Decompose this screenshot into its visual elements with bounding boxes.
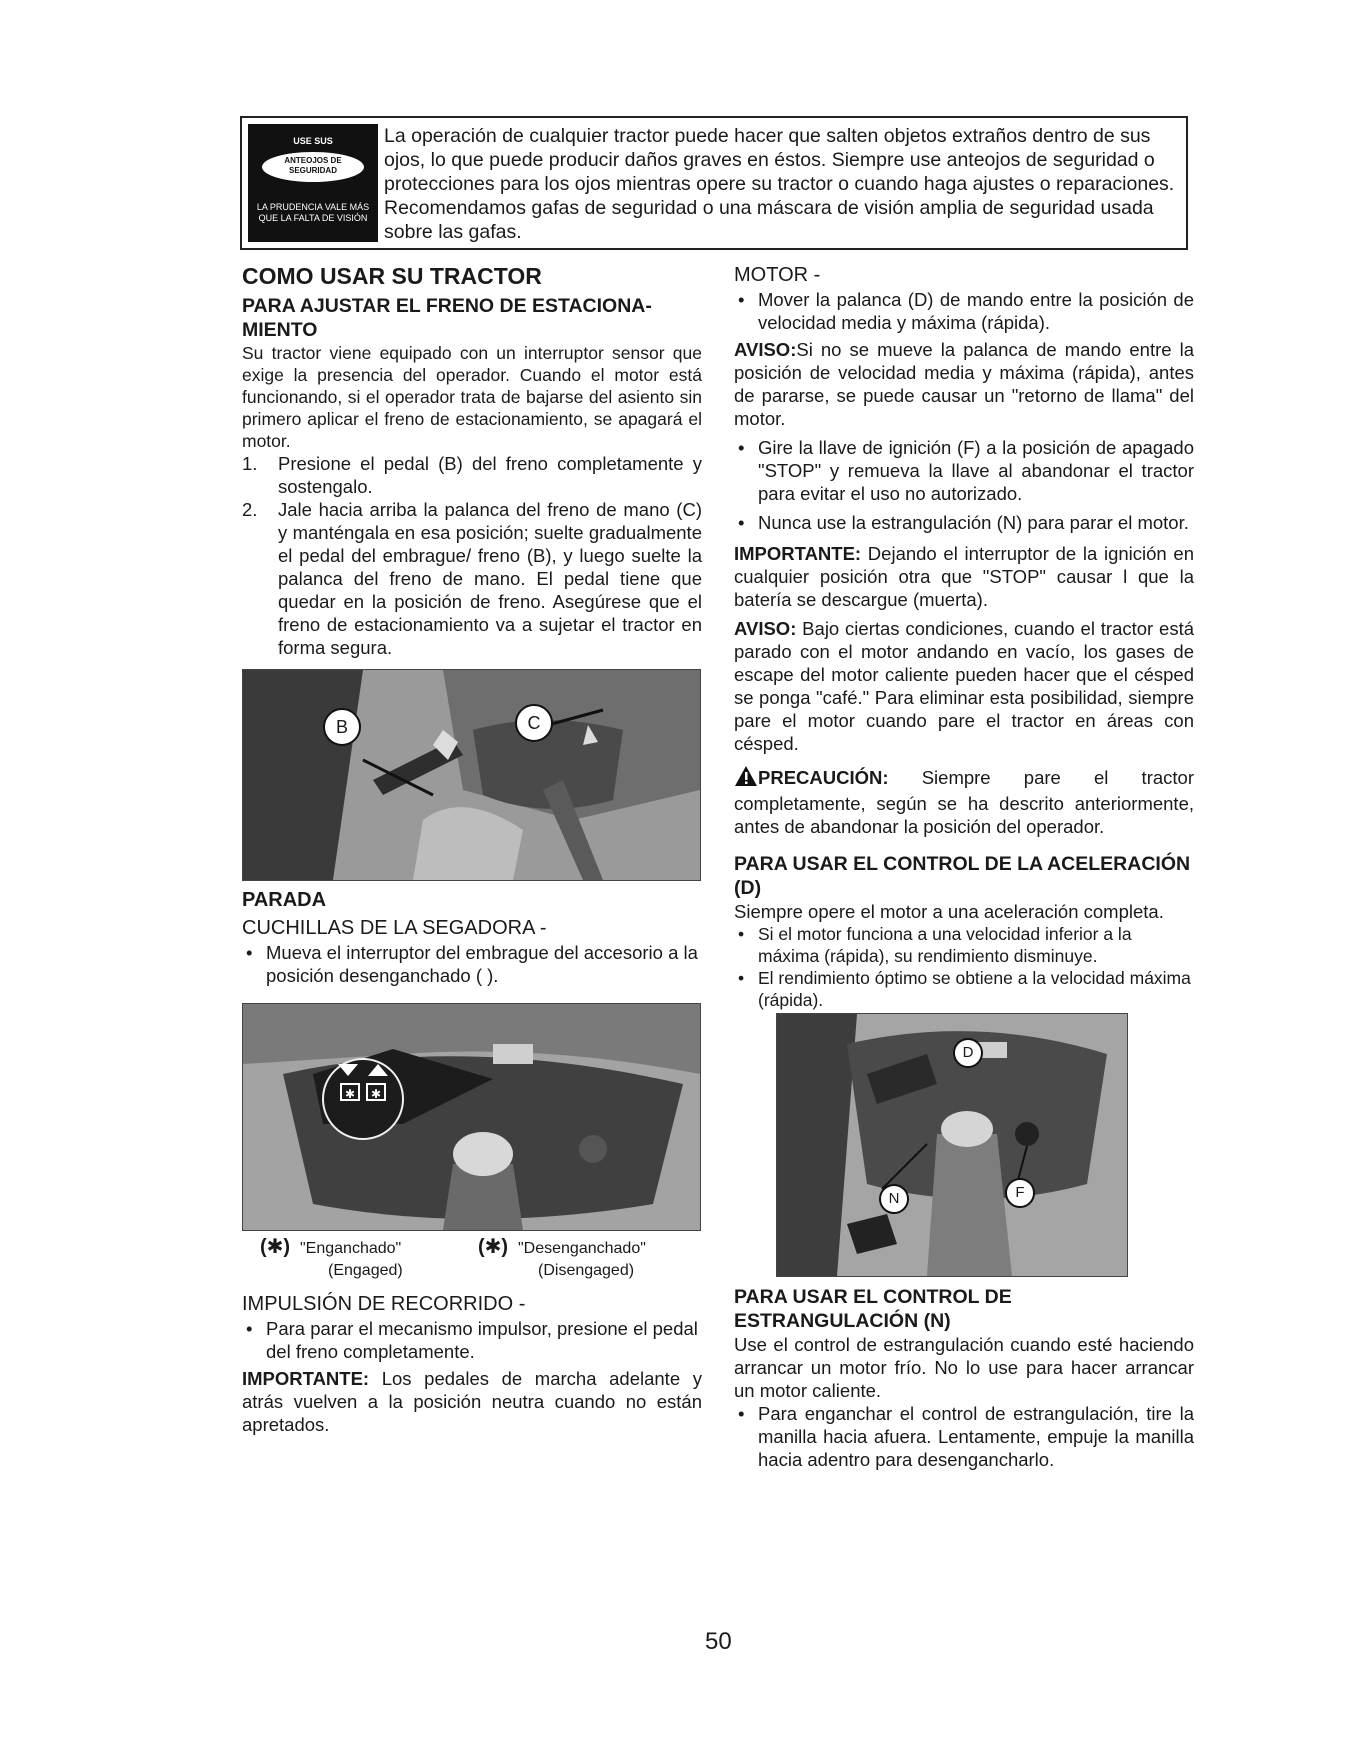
cuchillas-list [242,941,702,987]
acel-bullet: Si el motor funciona a una velocidad inferior a la máxima (rápida), su rendimiento disminuye. [758,924,1132,966]
list-item [734,967,1194,1011]
label-f-marker [1005,1178,1035,1208]
badge-line1: USE SUS [293,136,333,146]
precaucion-text: Siempre pare el tractor completamente, según se ha descrito anteriormente, antes de abandonar la posición del operador. [734,767,1194,837]
list-item [242,941,702,987]
parking-brake-steps [242,452,702,659]
svg-text:✱: ✱ [370,1087,382,1101]
list-item [734,288,1194,334]
motor-bullet: Mover la palanca (D) de mando entre la posición de velocidad media y máxima (rápida). [758,289,1194,333]
choke-stop-bullet: Nunca use la estrangulación (N) para parar el motor. [758,512,1189,533]
engaged-label-en: (Engaged) [328,1262,403,1279]
list-item [242,1317,702,1363]
ignition-list [734,436,1194,534]
page-number: 50 [705,1628,732,1655]
step-item [242,452,702,498]
label-d-marker [953,1038,983,1068]
importante-paragraph [242,1367,702,1436]
importante2-label: IMPORTANTE: [734,543,862,564]
clutch-caption [242,1235,702,1287]
motor-list [734,288,1194,334]
acel-bullet: El rendimiento óptimo se obtiene a la velocidad máxima (rápida). [758,968,1191,1010]
list-item [734,923,1194,967]
importante-text: Los pedales de marcha adelante y atrás vuelven a la posición neutra cuando no están apretados. [242,1368,702,1435]
label-n-marker [879,1184,909,1214]
label-c: C [527,713,541,733]
ignition-bullet: Gire la llave de ignición (F) a la posición de apagado "STOP" y remueva la llave al abandonar el tractor para evitar el uso no autorizado. [758,437,1194,504]
choke-list [734,1402,1194,1471]
importante-label: IMPORTANTE: [242,1368,370,1389]
brake-pedal-photo [242,669,701,881]
acel-intro: Siempre opere el motor a una aceleración completa. [734,901,1164,922]
disengaged-icon: (✱) [478,1236,509,1258]
safety-notice [240,116,1188,250]
precaucion-label: PRECAUCIÓN: [758,767,889,788]
parada-heading: PARADA [242,889,327,911]
safety-notice-text: La operación de cualquier tractor puede hacer que salten objetos extraños dentro de sus ojos, lo que puede producir daños graves en éstos. Siempre use anteojos de seguridad o protecciones para los ojos mientras opere su tractor o cuando haga ajustes o reparaciones. Recomendamos gafas de seguridad o una máscara de visión amplia de seguridad usada sobre las gafas. [384,125,1175,243]
list-item [734,436,1194,505]
badge-line2: ANTEOJOS DE SEGURIDAD [262,152,364,182]
acel-heading: PARA USAR EL CONTROL DE LA ACELERACIÓN (D) [734,853,1191,899]
left-column [242,262,702,1436]
importante2-paragraph [734,542,1194,611]
step-item [242,498,702,659]
parking-brake-intro: Su tractor viene equipado con un interruptor sensor que exige la presencia del operador. Cuando el motor está funcionando, si el operador trata de bajarse del asiento sin primero aplicar el freno de estacionamiento, se apagará el motor. [242,343,702,451]
parking-brake-heading: PARA AJUSTAR EL FRENO DE ESTACIONA-MIENTO [242,295,652,341]
cuchillas-bullet: Mueva el interruptor del embrague del accesorio a la posición desenganchado ( ). [266,942,698,986]
list-item [734,1402,1194,1471]
impulsion-bullet: Para parar el mecanismo impulsor, presione el pedal del freno completamente. [266,1318,698,1362]
impulsion-list [242,1317,702,1363]
clutch-switch-photo [242,1003,701,1231]
engaged-label: "Enganchado" [300,1240,402,1257]
throttle-photo [776,1013,1128,1277]
impulsion-label: IMPULSIÓN DE RECORRIDO - [242,1293,526,1315]
section-title: COMO USAR SU TRACTOR [242,263,542,289]
safety-glasses-badge [248,124,378,242]
right-column [734,262,1194,1471]
badge-line3: LA PRUDENCIA VALE MÁS QUE LA FALTA DE VISIÓN [256,202,370,223]
aviso2-label: AVISO: [734,618,797,639]
aviso1-paragraph [734,338,1194,430]
choke-bullet: Para enganchar el control de estrangulación, tire la manilla hacia afuera. Lentamente, empuje la manilla hacia adentro para desengancharlo. [758,1403,1194,1470]
precaucion-paragraph [734,765,1194,838]
aviso2-paragraph [734,617,1194,755]
importante2-text: Dejando el interruptor de la ignición en cualquier posición otra que "STOP" causar l que la batería se descargue (muerta). [734,543,1194,610]
disengaged-label: "Desenganchado" [518,1240,646,1257]
step-number: 1. [242,453,258,474]
disengaged-label-en: (Disengaged) [538,1262,635,1279]
label-f: F [1015,1184,1025,1201]
warning-icon [734,765,758,792]
step-text: Presione el pedal (B) del freno completamente y sostengalo. [278,453,702,497]
aviso2-text: Bajo ciertas condiciones, cuando el tractor está parado con el motor andando en vacío, los gases de escape del motor caliente pueden hacer que el césped se ponga "café." Para eliminar esta posibilidad, siempre pare el motor cuando pare el tractor en áreas con césped. [734,618,1194,754]
aviso1-text: Si no se mueve la palanca de mando entre la posición de velocidad media y máxima (rápida), antes de pararse, se puede causar un "retorno de llama" del motor. [734,339,1194,429]
label-b: B [335,717,348,737]
step-text: Jale hacia arriba la palanca del freno de mano (C) y manténgala en esa posición; suelte gradualmente el pedal del embrague/ freno (B), y luego suelte la palanca del freno de mano. El pedal tiene que quedar en la posición de freno. Asegúrese que el freno de estacionamiento va a sujetar el tractor en forma segura. [278,499,702,658]
label-b-marker [323,708,361,746]
aviso1-label: AVISO: [734,339,797,360]
engaged-icon: (✱) [260,1236,291,1258]
choke-heading: PARA USAR EL CONTROL DE ESTRANGULACIÓN (N) [734,1286,1012,1332]
motor-label: MOTOR - [734,264,821,286]
label-n: N [888,1190,900,1207]
label-c-marker [515,704,553,742]
choke-intro: Use el control de estrangulación cuando esté haciendo arrancar un motor frío. No lo use para hacer arrancar un motor caliente. [734,1334,1194,1401]
svg-text:✱: ✱ [344,1087,356,1101]
label-d: D [962,1044,974,1061]
acel-list [734,923,1194,1011]
list-item [734,511,1194,534]
step-number: 2. [242,499,258,520]
cuchillas-label: CUCHILLAS DE LA SEGADORA - [242,917,547,939]
